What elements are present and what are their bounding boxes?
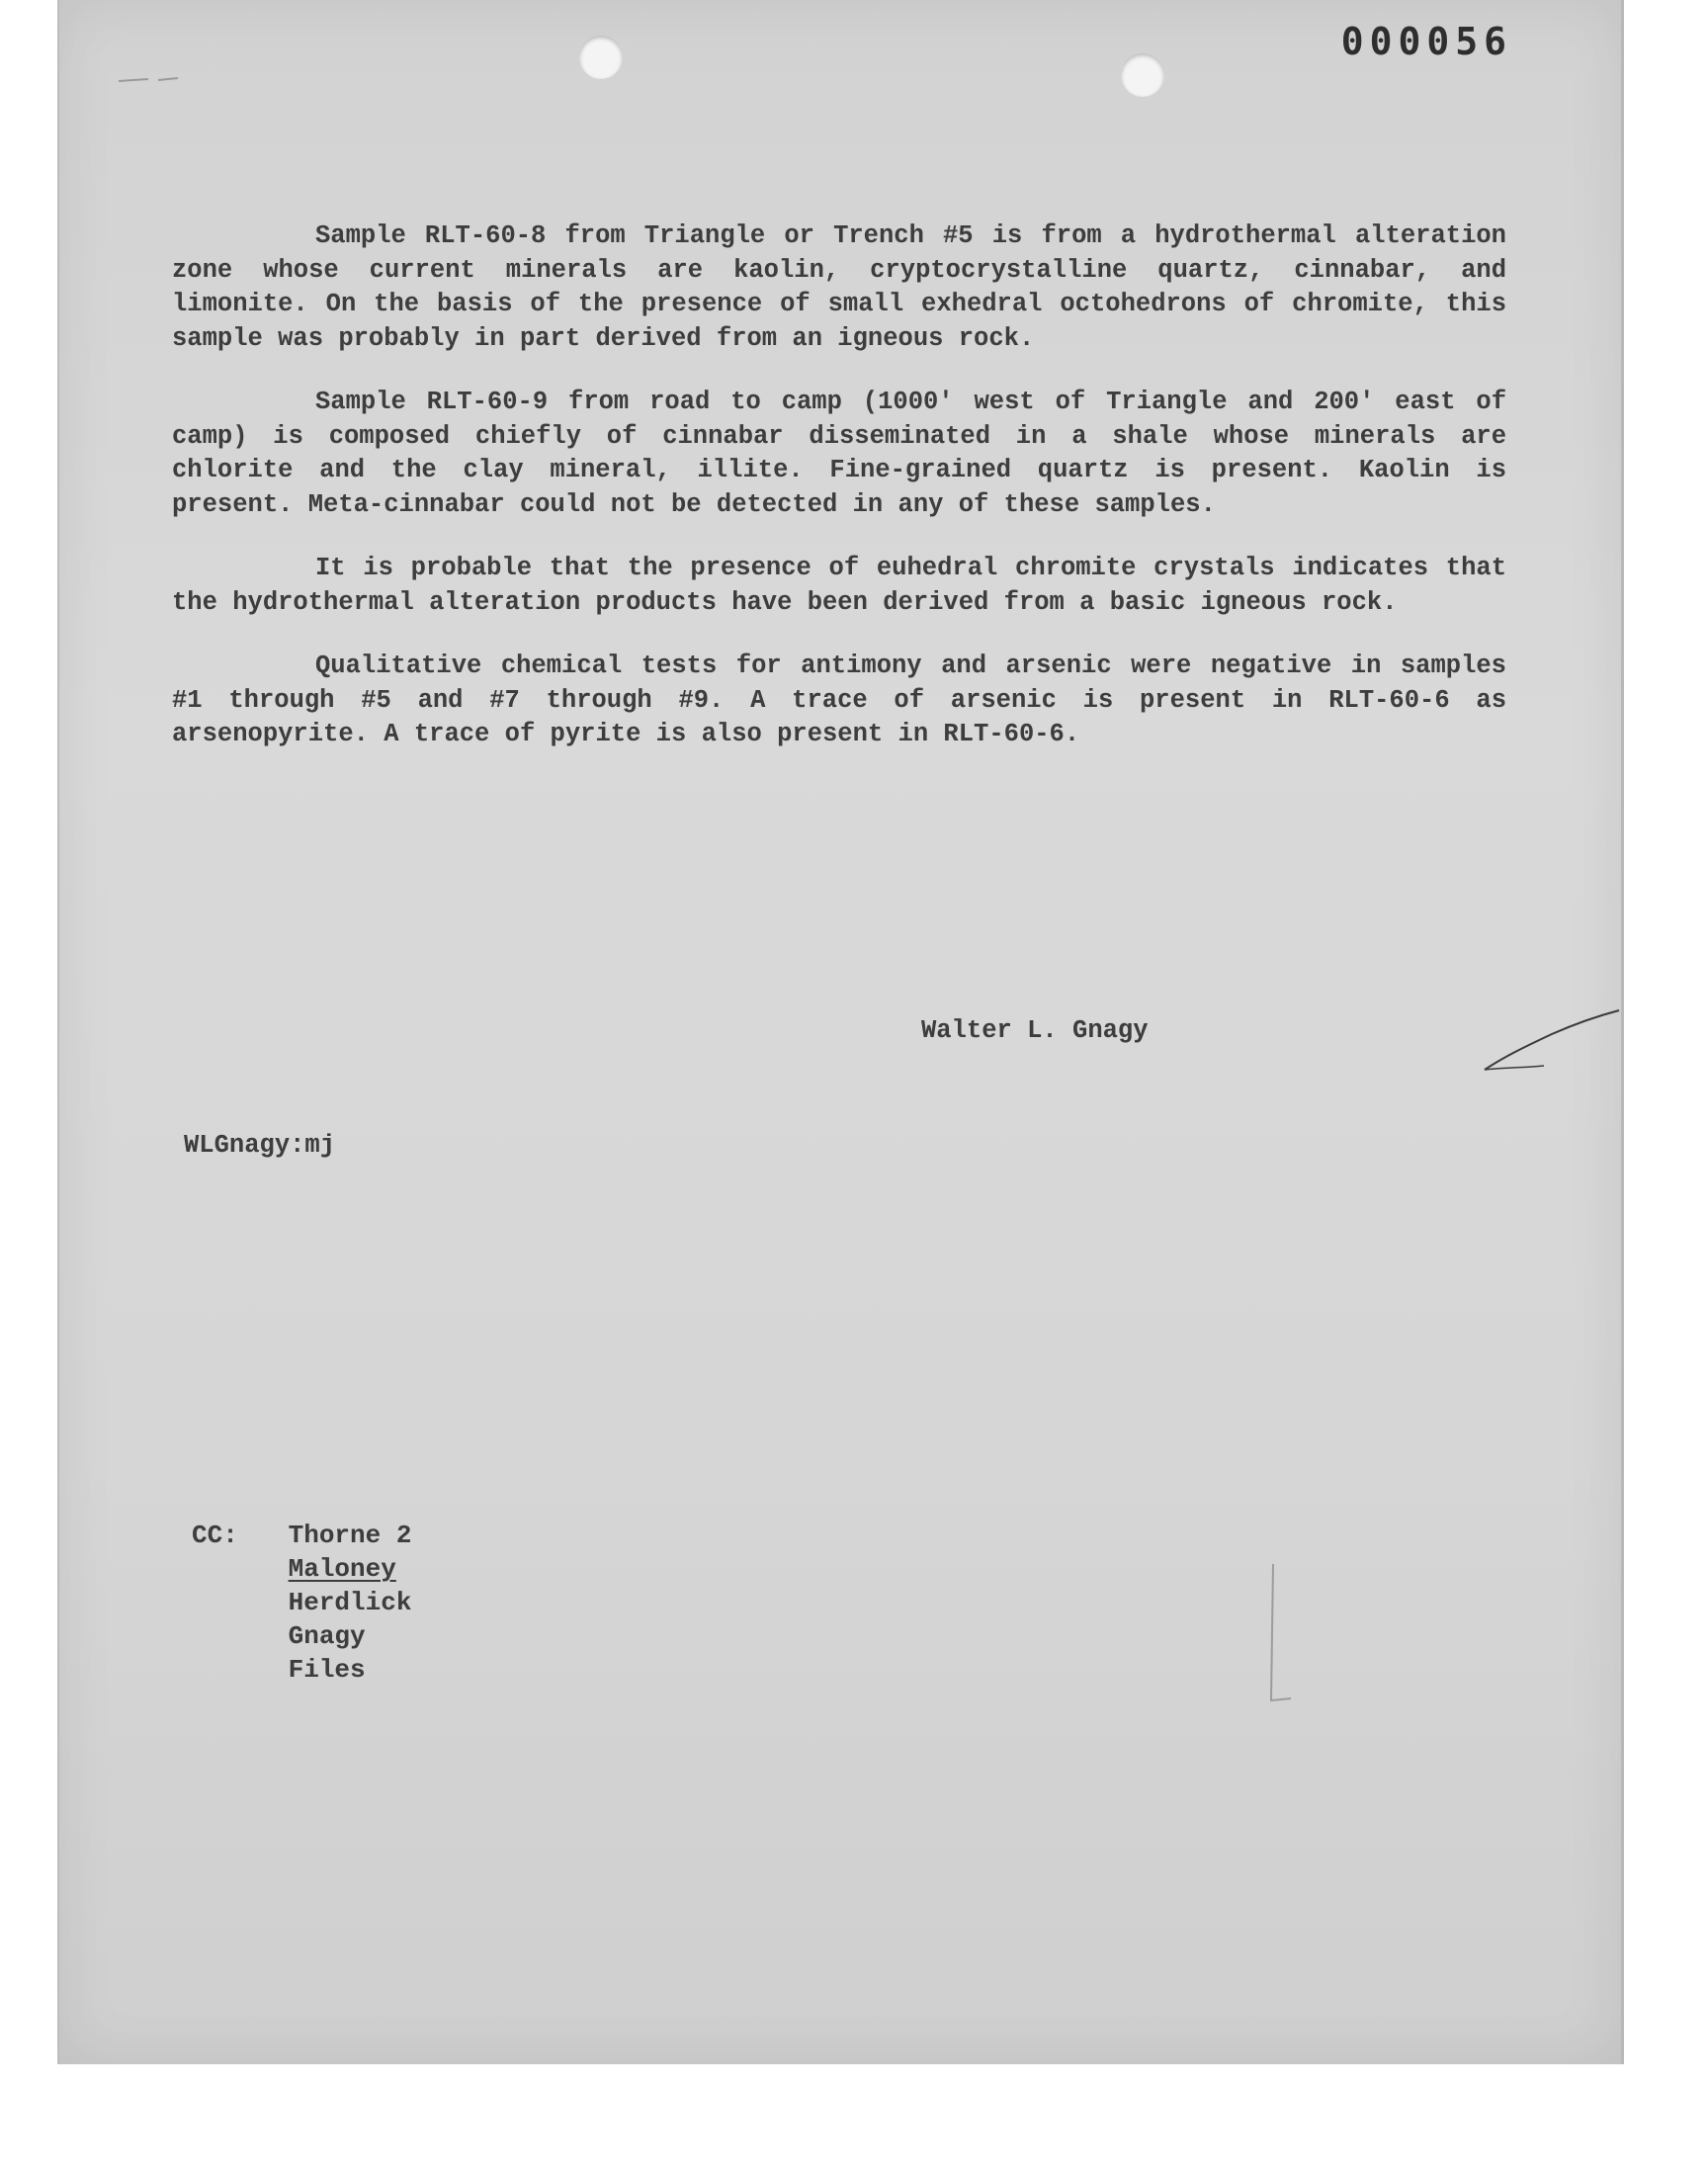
- scan-mark-top-left: [119, 69, 217, 89]
- punch-hole-right: [1121, 53, 1164, 97]
- cc-recipient: Thorne 2: [288, 1521, 412, 1550]
- signature-name: Walter L. Gnagy: [921, 1016, 1149, 1045]
- punch-hole-left: [579, 36, 623, 79]
- page-number-stamp: 000056: [1340, 20, 1512, 63]
- paragraph-sample-rlt-60-9: Sample RLT-60-9 from road to camp (1000' west of Triangle and 200' east of camp) is composed chiefly of cinnabar disseminated in a shale whose minerals are chlorite and the clay mineral, illite. Fine-grained quartz is present. Kaolin is present. Meta-cinnabar could not be detected in any of these samples.: [172, 388, 1506, 519]
- document-body: [172, 219, 1506, 782]
- cc-label: CC:: [192, 1521, 238, 1550]
- cc-recipients: [289, 1519, 412, 1687]
- typist-initials: WLGnagy:mj: [184, 1131, 336, 1160]
- pen-stroke-mark: [1483, 999, 1621, 1078]
- scan-bracket-mark: [1265, 1562, 1295, 1710]
- paragraph-chromite-conclusion: It is probable that the presence of euhedral chromite crystals indicates that the hydrothermal alteration products have been derived from a basic igneous rock.: [172, 554, 1506, 617]
- cc-list: [192, 1519, 411, 1687]
- cc-recipient: Maloney: [288, 1554, 396, 1584]
- paragraph-chemical-tests: Qualitative chemical tests for antimony and arsenic were negative in samples #1 through #5 and #7 through #9. A trace of arsenic is present in RLT-60-6 as arsenopyrite. A trace of pyrite is also present in RLT-60-6.: [172, 652, 1506, 748]
- cc-recipient: Gnagy: [288, 1621, 366, 1651]
- paragraph-sample-rlt-60-8: Sample RLT-60-8 from Triangle or Trench #5 is from a hydrothermal alteration zone whose current minerals are kaolin, cryptocrystalline quartz, cinnabar, and limonite. On the basis of the presence of small exhedral octohedrons of chromite, this sample was probably in part derived from an igneous rock.: [172, 221, 1506, 353]
- cc-recipient: Herdlick: [288, 1588, 412, 1617]
- document-page: [57, 0, 1624, 2064]
- cc-recipient: Files: [288, 1655, 366, 1685]
